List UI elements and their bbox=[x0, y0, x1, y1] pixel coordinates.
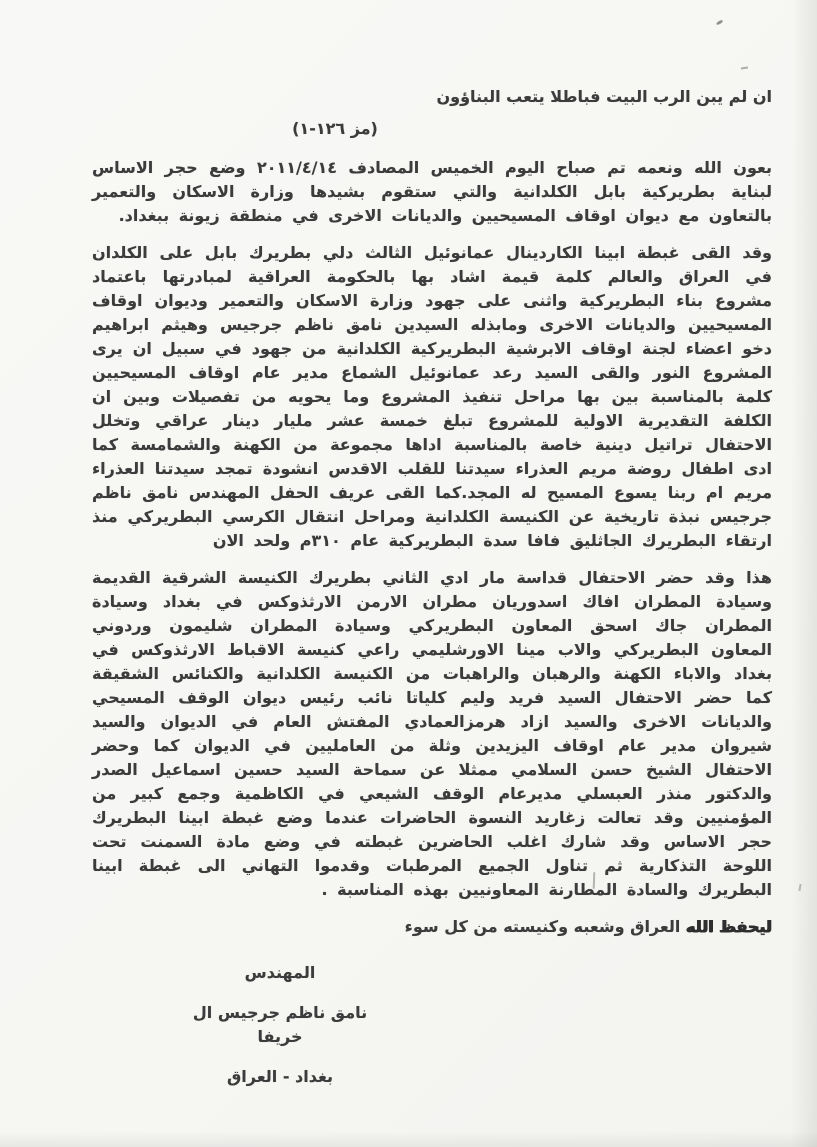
signature-name: نامق ناظم جرجيس ال خريفا bbox=[192, 1003, 368, 1046]
body-paragraph-ceremony: وقد القى غبطة ابينا الكاردينال عمانوئيل الثالث دلي بطريرك بابل على الكلدان في العراق والعالم كلمة قيمة اشاد بها بالحكومة العراقية لمبادرتها باعتماد مشروع بناء البطريركية واثنى على جهود وزارة الاسكان والتعمير وديوان اوقاف المسيحيين والديانات الاخرى ومابذله السيدين نامق ناظم جرجيس وهيثم ابراهيم دخو اعضاء لجنة اوقاف الابرشية البطريركية الكلدانية من جهود في سبيل ان يرى المشروع النور والقى السيد رعد عمانوئيل الشماع مدير عام اوقاف المسيحيين كلمة بالمناسبة بين بها مراحل تنفيذ المشروع وما يحويه من تفصيلات وبين ان الكلفة التقديرية الاولية للمشروع تبلغ خمسة عشر مليار دينار عراقي وتخلل الاحتفال تراتيل دينية خاصة بالمناسبة اداها مجموعة من الكهنة والشمامسة كما ادى اطفال روضة مريم العذراء سيدتنا للقلب الاقدس انشودة تمجد سيدتنا العذراء مريم ام ربنا يسوع المسيح له المجد.كما القى عريف الحفل المهندس نامق ناظم جرجيس نبذة تاريخية عن الكنيسة الكلدانية ومراحل انتقال الكرسي البطريركي منذ ارتقاء البطريرك الجاثليق فافا سدة البطريركية عام ٣١٠م ولحد الان bbox=[92, 243, 772, 550]
scan-edge-shadow-bottom bbox=[0, 1131, 817, 1147]
scan-artifact-dash bbox=[741, 67, 748, 70]
signature-title: المهندس bbox=[244, 963, 316, 982]
body-paragraph-opening: بعون الله ونعمه تم صباح اليوم الخميس المصادف ٢٠١١/٤/١٤ وضع حجر الاساس لبناية بطريركية بابل الكلدانية والتي ستقوم بشيدها وزارة الاسكان والتعمير بالتعاون مع ديوان اوقاف المسيحيين والديانات الاخرى في منطقة زيونة ببغداد. bbox=[92, 158, 773, 225]
psalm-reference: (مز ١٢٦-١) bbox=[292, 119, 378, 138]
document-body bbox=[92, 86, 772, 1105]
signature-block bbox=[180, 961, 380, 1089]
scan-artifact-speck bbox=[716, 20, 724, 26]
blessing-text: العراق وشعبه وكنيسته من كل سوء bbox=[404, 917, 681, 936]
signature-location: بغداد - العراق bbox=[226, 1067, 334, 1086]
blessing-emphasis: ليحفظ الله bbox=[685, 917, 772, 936]
body-paragraph-attendees: هذا وقد حضر الاحتفال قداسة مار ادي الثاني بطريرك الكنيسة الشرقية القديمة وسيادة المطران افاك اسدوريان مطران الارمن الارثذوكس في بغداد وسيادة المطران جاك اسحق المعاون البطريركي وسيادة المطران شليمون وردوني المعاون البطريركي والاب مينا الاورشليمي راعي كنيسة الاقباط الارثذوكس في بغداد والاباء الكهنة والرهبان والراهبات من الكنيسة الكلدانية والكنائس الشقيقة كما حضر الاحتفال السيد فريد وليم كلياتا نائب رئيس ديوان الوقف المسيحي والديانات الاخرى والسيد ازاد هرمزالعمادي المفتش العام في الديوان والسيد شيروان مدير عام اوقاف اليزيدين وثلة من العامليين في الديوان كما وحضر الاحتفال الشيخ حسن السلامي ممثلا عن سماحة السيد حسين اسماعيل الصدر والدكتور منذر العبسلي مديرعام الوقف الشيعي في الكاظمية وجمع كبير من المؤمنيين وقد تعالت زغاريد النسوة الحاضرات عندما وضع غبطة ابينا البطريرك حجر الاساس وقد شارك اغلب الحاضرين غبطته في وضع مادة السمنت تحت اللوحة التذكارية ثم تناول الجميع المرطبات وقدموا التهاني الى غبطة ابينا البطريرك والسادة المطارنة المعاونيين بهذه المناسبة . bbox=[92, 568, 772, 899]
scripture-quote: ان لم يبن الرب البيت فباطلا يتعب البناؤون bbox=[436, 87, 772, 106]
scan-edge-shadow-right bbox=[791, 0, 817, 1147]
blessing-line bbox=[92, 915, 772, 939]
